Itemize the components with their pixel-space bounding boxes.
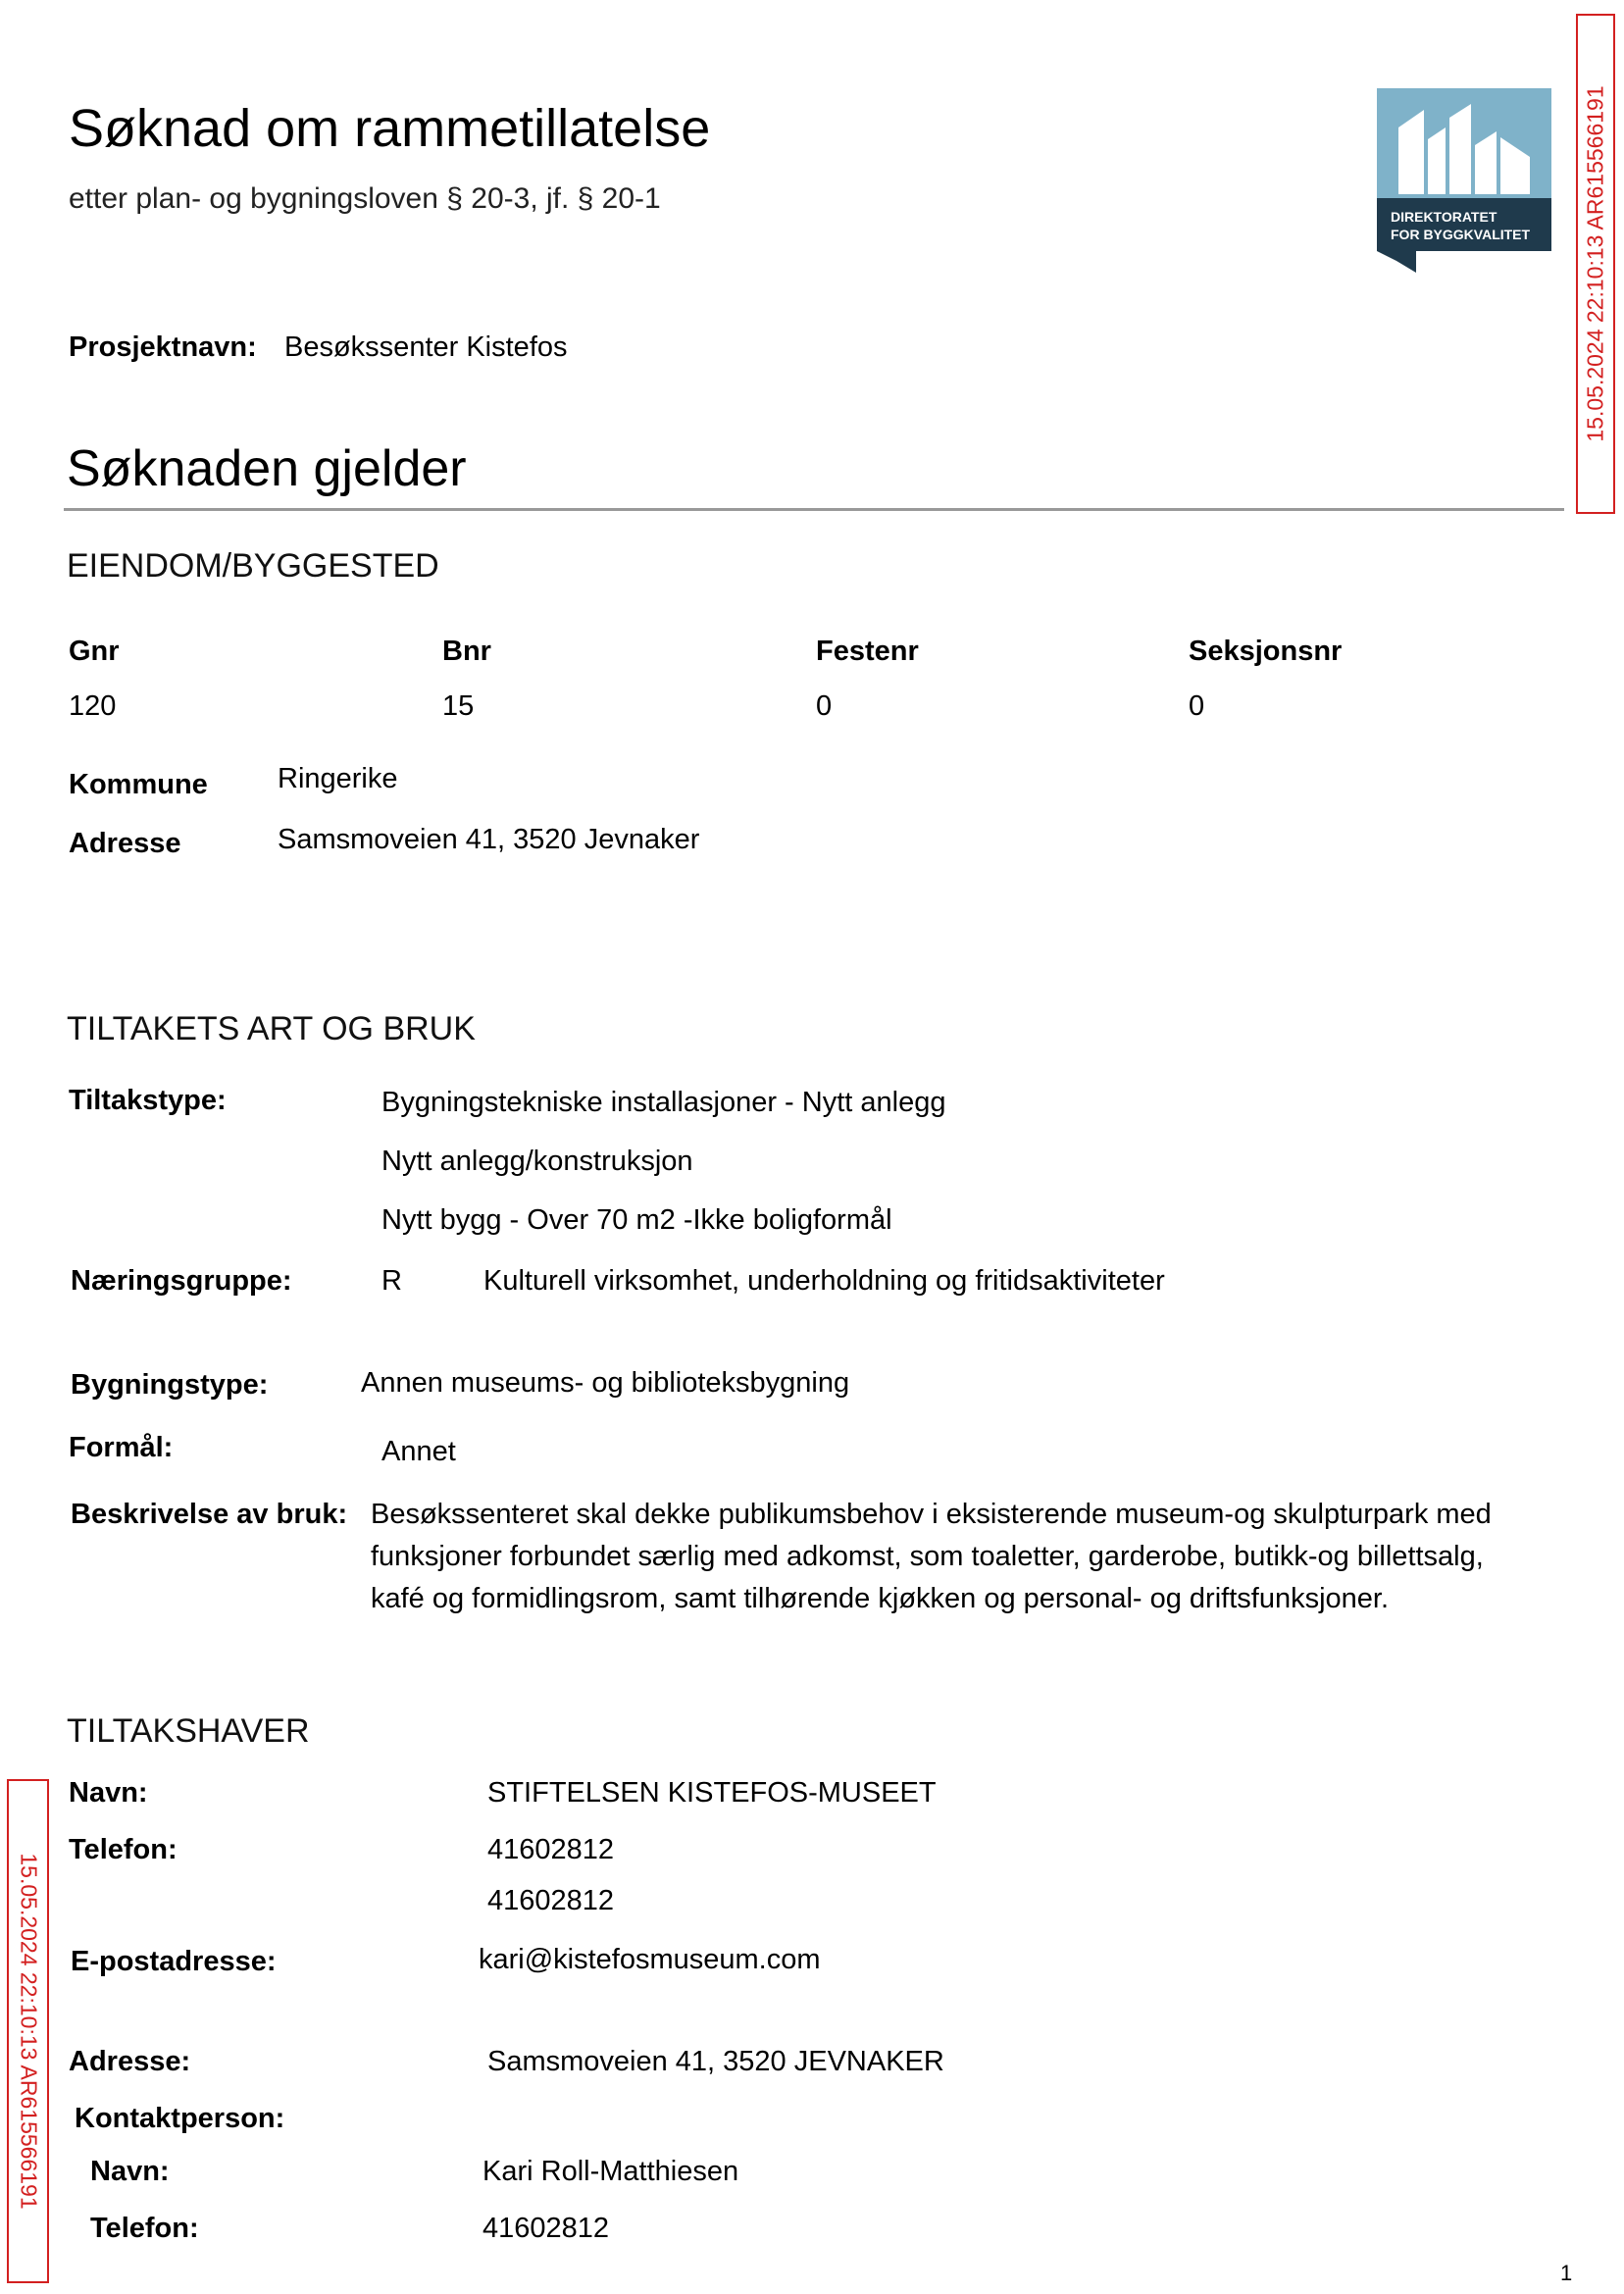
section-title: Søknaden gjelder [67, 440, 467, 497]
bygningstype-value: Annen museums- og biblioteksbygning [361, 1367, 850, 1399]
festenr-label: Festenr [816, 636, 919, 667]
tiltakstype-label: Tiltakstype: [69, 1085, 227, 1116]
logo-text-1: DIREKTORATET [1391, 209, 1497, 225]
seksjonsnr-label: Seksjonsnr [1189, 636, 1343, 667]
tiltakshaver-telefon-value-1: 41602812 [487, 1834, 615, 1865]
page-number: 1 [1560, 2261, 1573, 2285]
logo-text-2: FOR BYGGKVALITET [1391, 227, 1531, 242]
tiltakstype-value-3: Nytt bygg - Over 70 m2 -Ikke boligformål [381, 1204, 892, 1236]
page-title: Søknad om rammetillatelse [69, 99, 711, 158]
naeringsgruppe-code: R [381, 1265, 402, 1297]
tiltakshaver-adresse-value: Samsmoveien 41, 3520 JEVNAKER [487, 2046, 944, 2077]
bygningstype-label: Bygningstype: [71, 1369, 269, 1401]
kontakt-navn-value: Kari Roll-Matthiesen [482, 2156, 739, 2187]
date-stamp-right [1576, 14, 1615, 514]
tiltakshaver-navn-label: Navn: [69, 1777, 148, 1809]
tiltakshaver-telefon-label: Telefon: [69, 1834, 178, 1865]
tiltak-heading: TILTAKETS ART OG BRUK [67, 1010, 476, 1047]
logo-graphic [1377, 88, 1551, 273]
tiltakshaver-navn-value: STIFTELSEN KISTEFOS-MUSEET [487, 1777, 937, 1809]
kontakt-telefon-label: Telefon: [90, 2213, 199, 2244]
seksjonsnr-value: 0 [1189, 690, 1205, 722]
beskrivelse-value: Besøkssenteret skal dekke publikumsbehov i eksisterende museum-og skulpturpark med funksjoner forbundet særlig med adkomst, som toaletter, garderobe, butikk-og billettsalg, kafé og formidlingsrom, samt tilhørende kjøkken og personal- og driftsfunksjoner. [371, 1499, 1492, 1614]
section-divider [64, 508, 1564, 511]
date-stamp-text: 15.05.2024 22:10:13 AR615566191 [16, 1853, 41, 2210]
gnr-label: Gnr [69, 636, 120, 667]
kommune-label: Kommune [69, 769, 208, 800]
epost-label: E-postadresse: [71, 1946, 277, 1977]
project-name-label: Prosjektnavn: [69, 331, 257, 363]
dibk-logo [1377, 88, 1551, 273]
tiltakshaver-adresse-label: Adresse: [69, 2046, 191, 2077]
tiltakstype-value-1: Bygningstekniske installasjoner - Nytt anlegg [381, 1087, 946, 1118]
kontakt-navn-label: Navn: [90, 2156, 170, 2187]
epost-value: kari@kistefosmuseum.com [479, 1944, 821, 1975]
tiltakshaver-telefon-value-2: 41602812 [487, 1885, 615, 1916]
beskrivelse-label: Beskrivelse av bruk: [71, 1499, 348, 1530]
naeringsgruppe-value: Kulturell virksomhet, underholdning og fritidsaktiviteter [483, 1265, 1165, 1297]
kontaktperson-label: Kontaktperson: [75, 2103, 285, 2134]
formal-value: Annet [381, 1436, 456, 1467]
page-subtitle: etter plan- og bygningsloven § 20-3, jf. § 20-1 [69, 182, 661, 215]
kontakt-telefon-value: 41602812 [482, 2213, 610, 2244]
property-heading: EIENDOM/BYGGESTED [67, 547, 439, 585]
tiltakshaver-heading: TILTAKSHAVER [67, 1712, 310, 1750]
project-name-value: Besøkssenter Kistefos [284, 331, 568, 363]
date-stamp-left [7, 1779, 49, 2283]
bnr-label: Bnr [442, 636, 491, 667]
kommune-value: Ringerike [278, 763, 398, 794]
adresse-label: Adresse [69, 828, 181, 859]
gnr-value: 120 [69, 690, 117, 722]
festenr-value: 0 [816, 690, 833, 722]
adresse-value: Samsmoveien 41, 3520 Jevnaker [278, 824, 700, 855]
formal-label: Formål: [69, 1432, 174, 1463]
tiltakstype-value-2: Nytt anlegg/konstruksjon [381, 1146, 693, 1177]
bnr-value: 15 [442, 690, 475, 722]
naeringsgruppe-label: Næringsgruppe: [71, 1265, 292, 1297]
date-stamp-text: 15.05.2024 22:10:13 AR615566191 [1582, 85, 1608, 442]
